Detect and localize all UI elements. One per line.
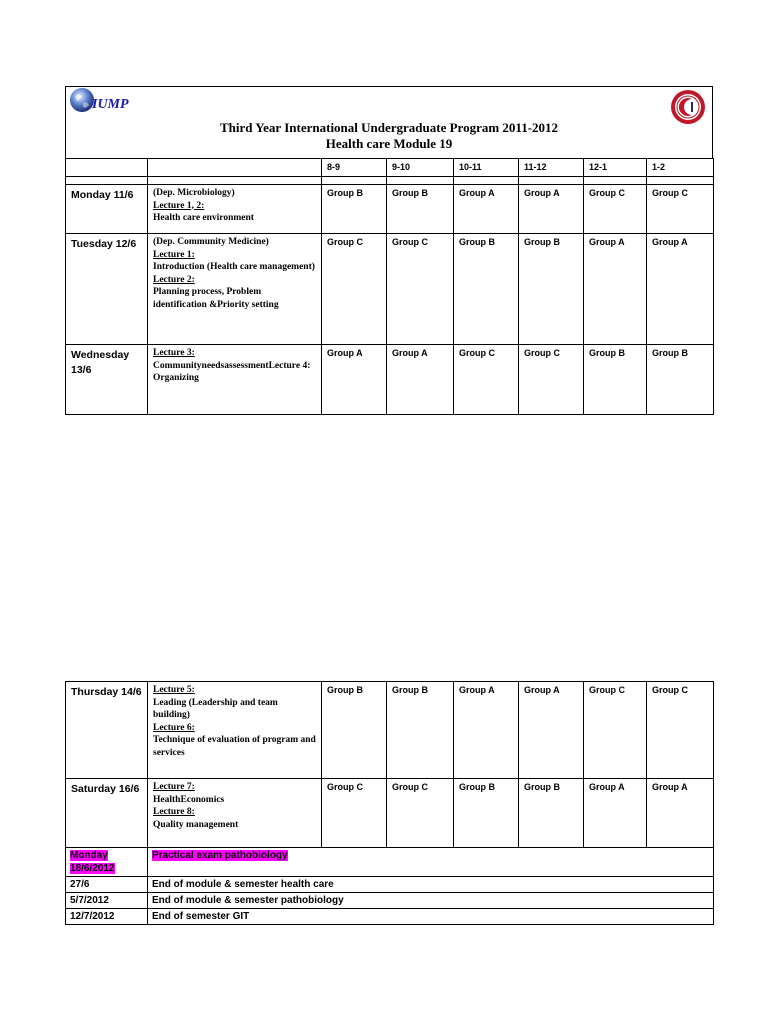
group-cell: Group B	[322, 185, 387, 234]
day-cell: Saturday 16/6	[66, 779, 148, 848]
event-date	[66, 848, 148, 877]
group-cell: Group B	[584, 345, 647, 415]
topic-line: CommunityneedsassessmentLecture 4:	[153, 360, 311, 371]
event-row	[66, 893, 714, 909]
group-cell: Group A	[584, 234, 647, 345]
lecture-heading: Lecture 1, 2:	[153, 200, 205, 211]
schedule-rows-bottom	[66, 682, 714, 848]
group-cell: Group C	[584, 185, 647, 234]
group-cell: Group A	[322, 345, 387, 415]
highlighted-date: Monday 18/6/2012	[70, 850, 115, 874]
group-cell: Group C	[387, 234, 454, 345]
schedule-table-top	[65, 158, 714, 415]
time-slot: 1-2	[647, 159, 714, 177]
group-cell: Group A	[454, 682, 519, 779]
group-cell: Group B	[519, 779, 584, 848]
event-text: End of module & semester pathobiology	[148, 893, 714, 909]
time-slot: 12-1	[584, 159, 647, 177]
group-cell: Group C	[647, 185, 714, 234]
schedule-table-bottom	[65, 681, 714, 848]
title-line-1: Third Year International Undergraduate Program 2011-2012	[219, 120, 559, 135]
time-header-row	[66, 159, 714, 177]
logo-text: IUMP	[92, 97, 129, 112]
group-cell: Group B	[387, 682, 454, 779]
schedule-rows-top	[66, 185, 714, 415]
schedule-row	[66, 234, 714, 345]
event-text	[148, 848, 714, 877]
group-cell: Group C	[454, 345, 519, 415]
topic-line: Quality management	[153, 819, 239, 830]
time-slot: 10-11	[454, 159, 519, 177]
group-cell: Group A	[454, 185, 519, 234]
group-cell: Group B	[322, 682, 387, 779]
schedule-sheet-bottom	[65, 681, 713, 925]
group-cell: Group C	[322, 779, 387, 848]
lecture-heading: Lecture 1:	[153, 249, 195, 260]
event-date: 27/6	[66, 877, 148, 893]
group-cell: Group B	[387, 185, 454, 234]
event-row	[66, 877, 714, 893]
topic-line: Organizing	[153, 373, 199, 383]
lecture-heading: Lecture 6:	[153, 722, 195, 733]
group-cell: Group B	[647, 345, 714, 415]
event-text: End of module & semester health care	[148, 877, 714, 893]
topic-line: Technique of evaluation of program and services	[153, 735, 316, 758]
day-cell: Tuesday 12/6	[66, 234, 148, 345]
group-cell: Group A	[647, 779, 714, 848]
globe-logo-icon	[69, 87, 149, 115]
day-cell: Thursday 14/6	[66, 682, 148, 779]
day-cell: Monday 11/6	[66, 185, 148, 234]
group-cell: Group A	[647, 234, 714, 345]
day-cell: Wednesday 13/6	[66, 345, 148, 415]
event-row	[66, 909, 714, 925]
event-date: 12/7/2012	[66, 909, 148, 925]
topic-cell	[148, 682, 322, 779]
event-rows	[66, 848, 714, 925]
group-cell: Group C	[387, 779, 454, 848]
document-header	[65, 86, 713, 158]
title-line-2: Health care Module 19	[325, 136, 453, 151]
topic-cell	[148, 779, 322, 848]
group-cell: Group A	[584, 779, 647, 848]
event-row	[66, 848, 714, 877]
lecture-heading: Lecture 3:	[153, 348, 195, 358]
topic-line: Planning process, Problem identification &Priority setting	[153, 287, 279, 310]
time-slot: 11-12	[519, 159, 584, 177]
events-table	[65, 847, 714, 925]
topic-cell	[148, 234, 322, 345]
lecture-heading: Lecture 7:	[153, 782, 195, 792]
group-cell: Group A	[387, 345, 454, 415]
group-cell: Group A	[519, 185, 584, 234]
schedule-row	[66, 345, 714, 415]
event-date: 5/7/2012	[66, 893, 148, 909]
highlighted-event: Practical exam pathobiology	[152, 850, 288, 861]
group-cell: Group C	[647, 682, 714, 779]
event-text: End of semester GIT	[148, 909, 714, 925]
lecture-heading: Lecture 8:	[153, 807, 195, 817]
time-slot: 8-9	[322, 159, 387, 177]
group-cell: Group C	[519, 345, 584, 415]
topic-line: Health care environment	[153, 213, 254, 223]
topic-cell	[148, 185, 322, 234]
spacer-row	[66, 177, 714, 185]
schedule-row	[66, 682, 714, 779]
schedule-sheet-top	[65, 86, 713, 415]
schedule-row	[66, 779, 714, 848]
lecture-heading: Lecture 2:	[153, 274, 195, 285]
time-slot: 9-10	[387, 159, 454, 177]
lecture-heading: Lecture 5:	[153, 685, 195, 695]
schedule-row	[66, 185, 714, 234]
topic-cell	[148, 345, 322, 415]
group-cell: Group B	[454, 234, 519, 345]
topic-line: (Dep. Microbiology)	[153, 188, 235, 198]
group-cell: Group B	[519, 234, 584, 345]
document-title	[66, 120, 712, 152]
topic-line: Introduction (Health care management)	[153, 262, 315, 272]
topic-line: (Dep. Community Medicine)	[153, 237, 269, 247]
group-cell: Group B	[454, 779, 519, 848]
group-cell: Group C	[584, 682, 647, 779]
topic-line: Leading (Leadership and team building)	[153, 697, 278, 720]
group-cell: Group C	[322, 234, 387, 345]
group-cell: Group A	[519, 682, 584, 779]
topic-line: HealthEconomics	[153, 794, 225, 805]
